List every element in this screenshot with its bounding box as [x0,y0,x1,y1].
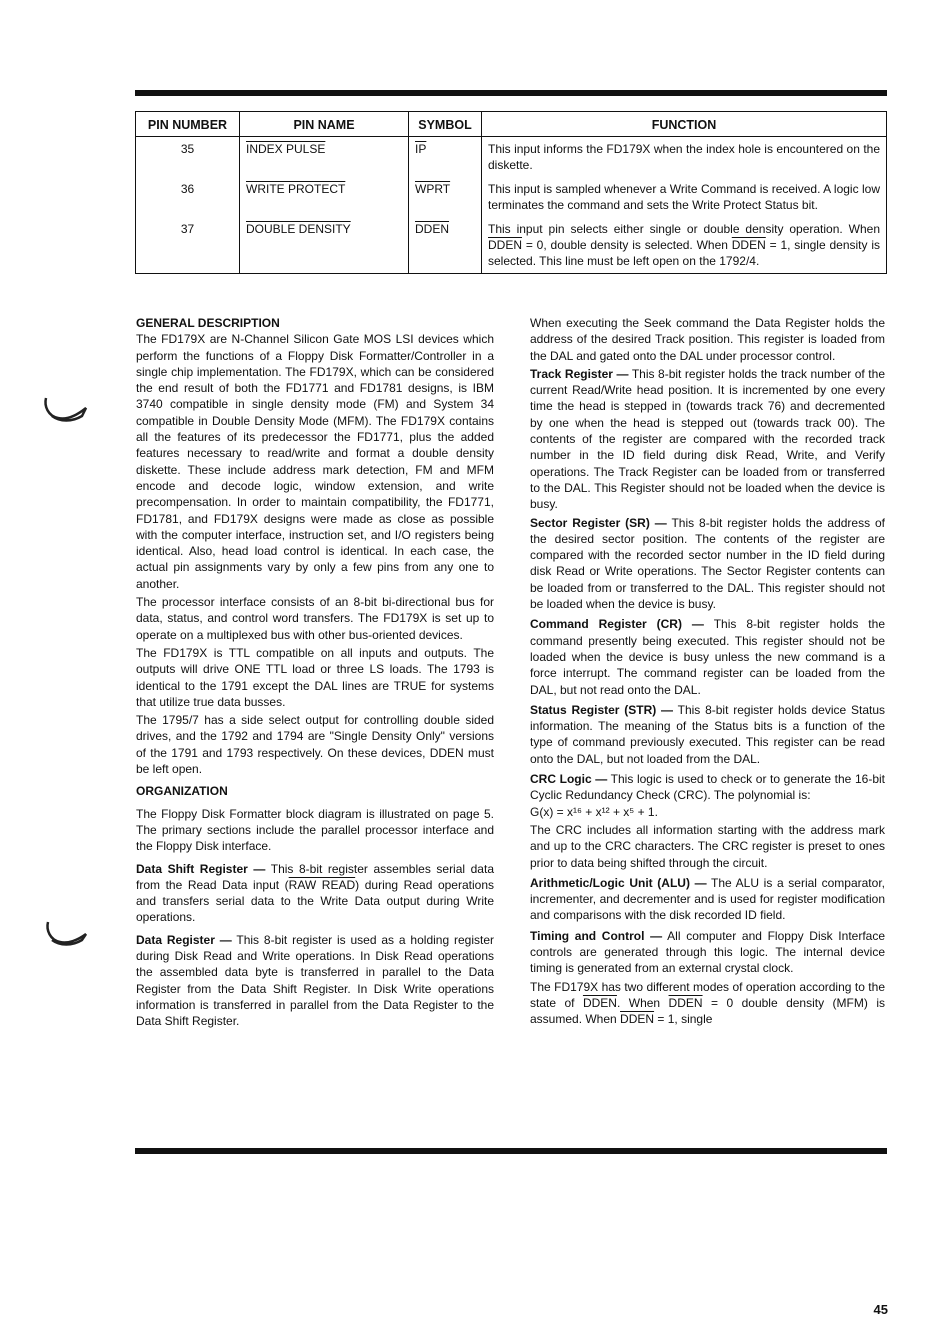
paragraph: The 1795/7 has a side select output for controlling double sided drives, and the 1792 and 1794 are "Single Density Only" versions of the 1791 and 1793 respectively. On these devices, DDEN must be left open. [136,713,494,777]
pin-table [135,111,887,274]
status-register-paragraph: Status Register (STR) — This 8-bit register holds device Status information. The meaning of the Status bits is a function of the type of command previously executed. This register can be read onto the DAL, but not loaded from the DAL. [530,702,886,766]
pin-name: INDEX PULSE [246,142,326,156]
crc-polynomial: G(x) = x¹⁶ + x¹² + x⁵ + 1. [530,804,658,819]
pin-symbol: WPRT [415,182,451,196]
pin-function: This input is sampled whenever a Write Command is received. A logic low terminates the command and sets the Write Protect Status bit. [482,177,887,217]
top-rule [135,90,887,96]
pin-symbol: $\overline{IP}$ [415,142,427,156]
modes-paragraph: The FD179X has two different modes of operation according to the state of DDEN. When DDEN = 0 double density (MFM) is assumed. When DDEN = 1, single [530,979,885,1027]
pin-name: DOUBLE DENSITY [246,222,351,236]
organization-heading: ORGANIZATION [136,784,228,799]
table-row [136,137,887,178]
header-pin-name: PIN NAME [240,112,409,137]
sector-register-paragraph: Sector Register (SR) — This 8-bit register holds the address of the desired sector position. The contents of the register are compared with the recorded sector number in the ID field during disk Read or Write operations. The Sector Register contents can be loaded from or transferred to the DAL. This register should not be loaded when the device is busy. [530,515,886,612]
paragraph: The FD179X is TTL compatible on all inputs and outputs. The outputs will drive ONE TTL load or three LS loads. The 1793 is identical to the 1791 except the DAL lines are TRUE for systems that utilize true data busses. [136,645,494,709]
alu-paragraph: Arithmetic/Logic Unit (ALU) — The ALU is a serial comparator, incrementer, and decrementer and is used for register modification and comparisons with the disk recorded ID field. [530,875,885,923]
header-pin-number: PIN NUMBER [136,112,240,137]
header-function: FUNCTION [482,112,887,137]
pin-name: WRITE PROTECT [246,182,346,196]
pin-function: This input pin selects either single or double density operation. When DDEN = 0, double density is selected. When DDEN = 1, single density is selected. This line must be left open on the 1792/4. [482,217,887,274]
paragraph: The processor interface consists of an 8-bit bi-directional bus for data, status, and control word transfers. The FD179X is set up to operate on a multiplexed bus with other bus-oriented devices. [136,595,494,642]
table-row [136,217,887,274]
header-symbol: SYMBOL [409,112,482,137]
table-row [136,177,887,217]
pin-symbol: DDEN [415,222,450,236]
general-description-heading: GENERAL DESCRIPTION [136,316,280,330]
right-column [530,315,885,1029]
data-register-paragraph: Data Register — This 8-bit register is used as a holding register during Disk Read and Write operations. In Disk Read operations the assembled data byte is transferred in parallel to the Data Register from the Data Shift Register. In Disk Write operations information is transferred in parallel from the Data Register to the Data Shift Register. [136,932,494,1029]
pin-number: 37 [136,217,240,274]
command-register-paragraph: Command Register (CR) — This 8-bit register holds the command presently being executed. This register should not be loaded when the device is busy unless the new command is a force interrupt. The command register can be loaded from the DAL, but not read onto the DAL. [530,617,885,697]
paragraph: The FD179X are N-Channel Silicon Gate MOS LSI devices which perform the functions of a Floppy Disk Formatter/Controller in a single chip implementation. The FD179X, which can be considered the end result of both the FD1771 and FD1781 designs, is IBM 3740 compatible in single density mode (FM) and System 34 compatible in Double Density Mode (MFM). The FD179X contains all the features of its predecessor the FD1771, plus the added features necessary to read/write and format a double density diskette. These include address mark detection, FM and MFM encode and decode logic, window extension, and write precompensation. In order to maintain compatibility, the FD1771, FD1781, and FD179X designs were made as close as possible with the computer interface, instruction set, and I/O registers being identical. Also, head load control is identical. In each case, the actual pin assignments vary by only a few pins from any one to another. [136,332,494,591]
paragraph: The Floppy Disk Formatter block diagram is illustrated on page 5. The primary sections include the parallel processor interface and the Floppy Disk interface. [136,806,494,854]
pin-function: This input informs the FD179X when the index hole is encountered on the diskette. [482,137,887,178]
timing-control-paragraph: Timing and Control — All computer and Floppy Disk Interface controls are generated through this logic. The internal device timing is generated from an external crystal clock. [530,928,886,976]
pin-table-header [136,112,887,137]
paragraph: When executing the Seek command the Data Register holds the address of the desired Track position. This register is loaded from the DAL and gated onto the DAL under processor control. [530,316,885,363]
scribble-mark-icon [42,394,90,424]
paragraph: The CRC includes all information starting with the address mark and up to the CRC characters. The CRC register is preset to ones prior to data being shifted through the circuit. [530,822,885,870]
scribble-mark-icon [42,918,90,948]
crc-logic-paragraph: CRC Logic — This logic is used to check or to generate the 16-bit Cyclic Redundancy Check (CRC). The polynomial is: G(x) = x¹⁶ + x¹² + x⁵ + 1. [530,772,885,819]
pin-number: 36 [136,177,240,217]
pin-number: 35 [136,137,240,178]
page-number: 45 [873,1302,888,1317]
data-shift-register-paragraph: Data Shift Register — This 8-bit register assembles serial data from the Read Data input (RAW READ) during Read operations and transfers serial data to the Write Data output during Write operations. [136,861,494,925]
left-column [136,315,494,1031]
bottom-rule [135,1148,887,1154]
track-register-paragraph: Track Register — This 8-bit register holds the track number of the current Read/Write head position. It is incremented by one every time the head is stepped in (towards track 76) and decremented by one when the head is stepped out (towards track 00). The contents of the register are compared with the recorded track number in the ID field during disk Read, Write, and Verify operations. The Track Register can be loaded from or transferred to the DAL. This Register should not be loaded when the device is busy. [530,366,885,512]
